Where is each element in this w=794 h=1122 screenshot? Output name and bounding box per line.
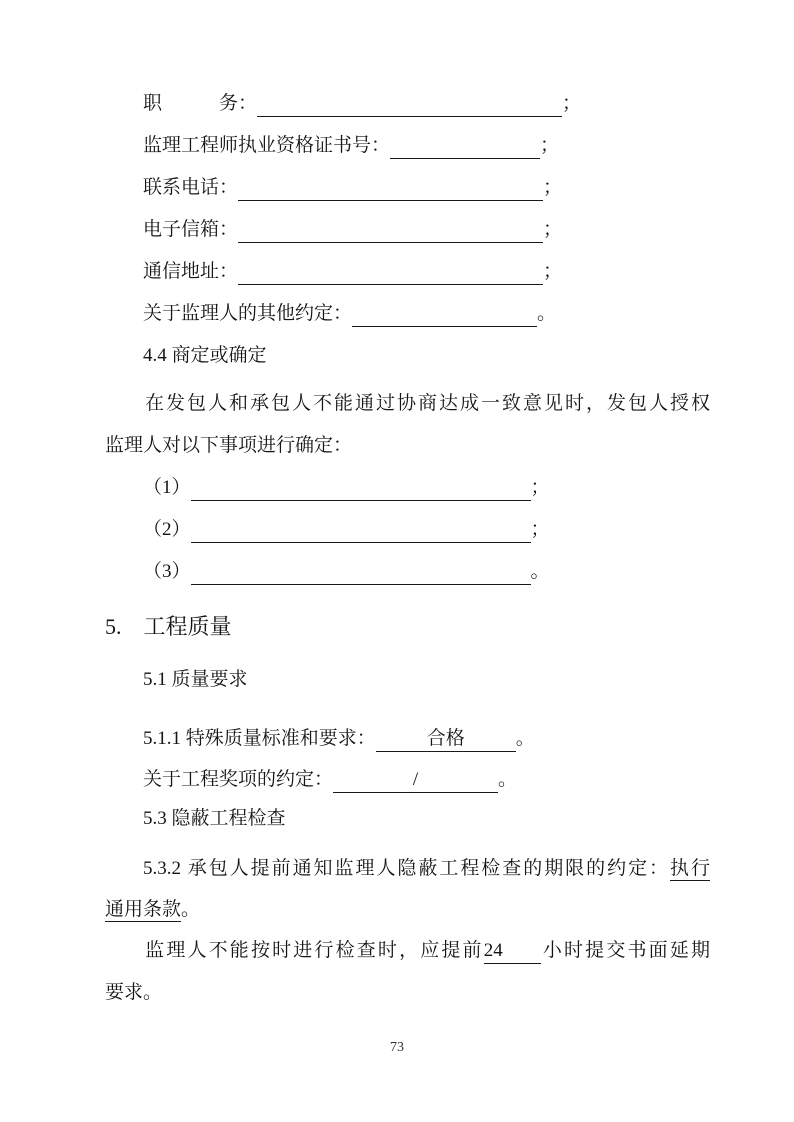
punctuation: 。 — [515, 728, 535, 749]
field-row-other-agreements — [105, 293, 710, 335]
blank-line-filled: 合格 — [376, 727, 516, 752]
field-row-certificate-no — [105, 125, 710, 167]
paragraph-text: 在发包人和承包人不能通过协商达成一致意见时，发包人授权 — [143, 393, 710, 414]
line-award-agreement — [105, 760, 710, 800]
punctuation: 。 — [181, 899, 201, 920]
blank-line-filled: 24 — [484, 939, 541, 964]
blank-line — [238, 260, 543, 285]
page-number: 73 — [390, 1040, 404, 1055]
blank-line — [257, 92, 562, 117]
paragraph-4-4-line1 — [105, 383, 710, 425]
punctuation: 。 — [498, 769, 518, 790]
blank-line-filled: / — [333, 768, 498, 793]
blank-line — [390, 134, 540, 159]
blank-line — [191, 560, 531, 585]
punctuation: ； — [543, 261, 563, 282]
paragraph-inspection-line2 — [105, 972, 710, 1014]
field-label: 关于工程奖项的约定： — [143, 769, 334, 790]
item-label: （2） — [143, 519, 191, 540]
heading-text: 5. 工程质量 — [105, 614, 232, 639]
determine-item-2 — [105, 509, 710, 551]
blank-line — [238, 218, 543, 243]
paragraph-5-3-2-line1 — [105, 848, 710, 890]
paragraph-text: 要求。 — [105, 982, 163, 1003]
heading-5-3 — [105, 800, 710, 838]
punctuation: ； — [530, 519, 550, 540]
paragraph-5-3-2-line2 — [105, 890, 710, 930]
punctuation: ； — [543, 177, 563, 198]
paragraph-text: 监理人不能按时进行检查时，应提前 — [143, 940, 484, 961]
blank-line — [238, 176, 543, 201]
field-label: 联系电话： — [143, 177, 239, 198]
paragraph-inspection-line1 — [105, 930, 710, 972]
punctuation: 。 — [537, 303, 557, 324]
underlined-answer: 通用条款 — [105, 899, 182, 920]
field-label: 通信地址： — [143, 261, 239, 282]
line-5-1-1-quality-standard — [105, 718, 710, 760]
heading-text: 5.3 隐蔽工程检查 — [143, 808, 286, 829]
field-label: 5.1.1 特殊质量标准和要求： — [143, 728, 376, 749]
blank-line — [191, 476, 531, 501]
heading-text: 4.4 商定或确定 — [143, 345, 267, 366]
field-label: 职 务： — [143, 93, 258, 114]
punctuation: ； — [543, 219, 563, 240]
field-row-email — [105, 209, 710, 251]
punctuation: ； — [540, 135, 560, 156]
heading-4-4 — [105, 335, 710, 377]
underlined-answer: 执行 — [670, 858, 710, 879]
heading-text: 5.1 质量要求 — [143, 669, 248, 690]
determine-item-1 — [105, 467, 710, 509]
punctuation: ； — [530, 477, 550, 498]
paragraph-text: 5.3.2 承包人提前通知监理人隐蔽工程检查的期限的约定： — [143, 858, 671, 879]
heading-5 — [105, 606, 710, 648]
blank-line — [191, 518, 531, 543]
item-label: （1） — [143, 477, 191, 498]
field-label: 监理工程师执业资格证书号： — [143, 135, 391, 156]
heading-5-1 — [105, 659, 710, 701]
paragraph-4-4-line2 — [105, 425, 710, 467]
paragraph-text: 小时提交书面延期 — [540, 940, 710, 961]
field-row-position — [105, 83, 710, 125]
paragraph-text: 监理人对以下事项进行确定： — [105, 435, 353, 456]
determine-item-3 — [105, 551, 710, 593]
field-label: 电子信箱： — [143, 219, 239, 240]
field-row-address — [105, 251, 710, 293]
punctuation: 。 — [530, 561, 550, 582]
blank-line — [352, 302, 537, 327]
field-label: 关于监理人的其他约定： — [143, 303, 353, 324]
field-row-phone — [105, 167, 710, 209]
item-label: （3） — [143, 561, 191, 582]
punctuation: ； — [562, 93, 582, 114]
